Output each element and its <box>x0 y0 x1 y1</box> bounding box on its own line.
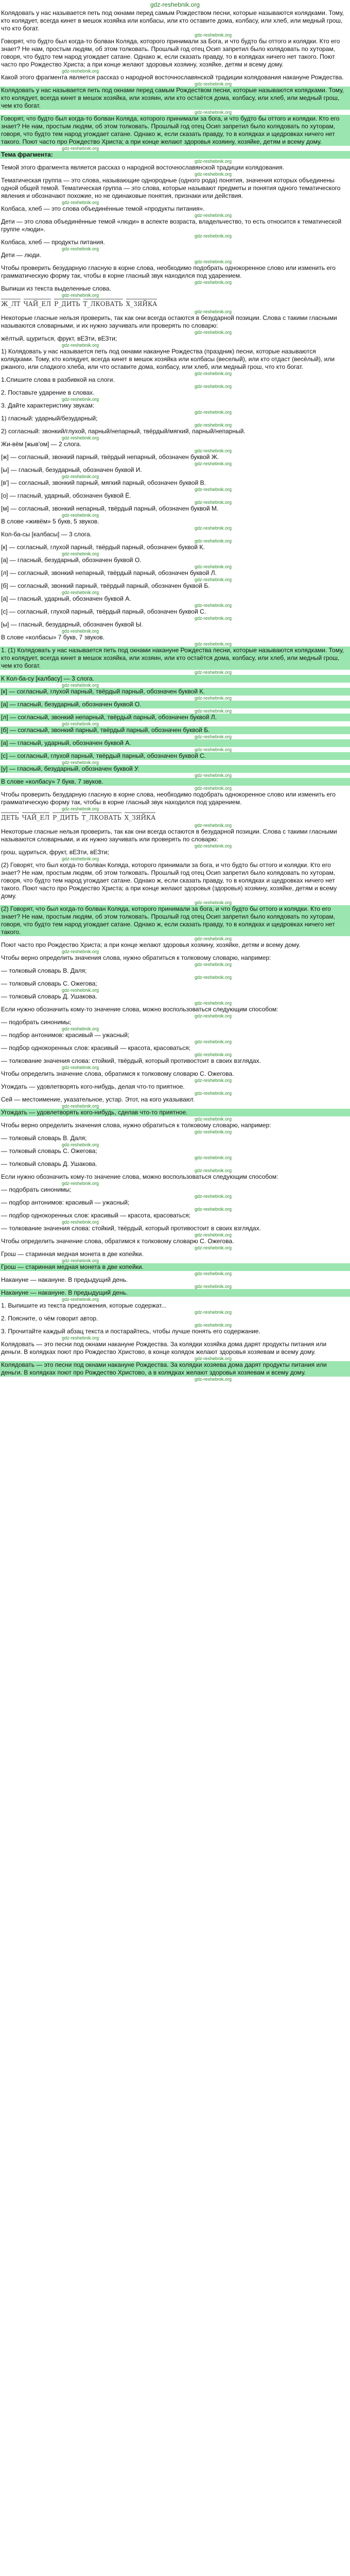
text-paragraph: [у] — гласный, безударный, обозначен буквой У. <box>0 765 350 773</box>
text-paragraph: — подбор антонимов: красивый — ужасный; <box>1 1199 130 1206</box>
watermark-link[interactable]: gdz-reshebnik.org <box>62 629 99 634</box>
text-paragraph: 3. Прочитайте каждый абзац текста и постарайтесь, чтобы лучше понять его содержание. <box>1 1328 260 1335</box>
text-paragraph: — подобрать синонимы; <box>1 1019 72 1026</box>
text-paragraph: Колбаса, хлеб — это слова объединённые темой «продукты питания». <box>1 205 205 212</box>
text-paragraph: жёлтый, щуриться, фрукт, вЕЗти, вЕЗти; <box>1 335 117 342</box>
text-paragraph: Сей — местоимение, указательное, устар. Этот, на кого указывают. <box>1 1096 195 1103</box>
text-paragraph: — толковый словарь Д. Ушакова. <box>1 993 97 1000</box>
watermark-link[interactable]: gdz-reshebnik.org <box>194 936 232 941</box>
text-paragraph: В слове «живём» 5 букв, 5 звуков. <box>1 518 99 525</box>
text-paragraph: 2) согласный: звонкий/глухой, парный/непарный, твёрдый/мягкий, парный/непарный. <box>1 428 246 435</box>
watermark-link[interactable]: gdz-reshebnik.org <box>194 1001 232 1006</box>
watermark-link[interactable]: gdz-reshebnik.org <box>194 1271 232 1276</box>
watermark-link[interactable]: gdz-reshebnik.org <box>194 487 232 492</box>
word-scheme-figure <box>0 298 350 309</box>
watermark-link[interactable]: gdz-reshebnik.org <box>194 1323 232 1328</box>
watermark-link[interactable]: gdz-reshebnik.org <box>62 397 99 402</box>
text-paragraph: Если нужно обозначить кому-то значение слова, можно воспользоваться следующим способом: <box>1 1173 278 1180</box>
text-paragraph: — подбор однокоренных слов: красивый — красота, красоваться; <box>1 1044 191 1052</box>
text-paragraph: Грош — старинная медная монета в две копейки. <box>1 1250 144 1258</box>
watermark-link[interactable]: gdz-reshebnik.org <box>194 110 232 115</box>
text-paragraph: Угождать — удовлетворять кого-нибудь, делая что-то приятное. <box>1 1083 185 1090</box>
watermark-link[interactable]: gdz-reshebnik.org <box>194 172 232 177</box>
watermark-link[interactable]: gdz-reshebnik.org <box>62 1297 99 1302</box>
watermark-link[interactable]: gdz-reshebnik.org <box>62 1065 99 1070</box>
watermark-link[interactable]: gdz-reshebnik.org <box>62 856 99 861</box>
watermark-link[interactable]: gdz-reshebnik.org <box>194 786 232 791</box>
text-paragraph: [ж] — согласный, звонкий парный, твёрдый непарный, обозначен буквой Ж. <box>1 453 219 461</box>
watermark-link[interactable]: gdz-reshebnik.org <box>62 246 99 251</box>
watermark-link[interactable]: gdz-reshebnik.org <box>194 962 232 967</box>
text-paragraph: Чтобы верно определить значения слова, нужно обратиться к толковому словарю, например: <box>1 1122 271 1129</box>
text-paragraph: Грош — старинная медная монета в две копейки. <box>0 1263 350 1271</box>
watermark-link[interactable]: gdz-reshebnik.org <box>194 1356 232 1361</box>
text-paragraph: — толкование значения слова: стойкий, твёрдый, который противостоит в своих взглядах. <box>1 1225 261 1232</box>
watermark-link[interactable]: gdz-reshebnik.org <box>194 448 232 453</box>
text-paragraph: К Кол-ба-су [калбасу] — 3 слога. <box>0 675 350 683</box>
watermark-link[interactable]: gdz-reshebnik.org <box>194 900 232 905</box>
watermark-link[interactable]: gdz-reshebnik.org <box>62 513 99 518</box>
watermark-link[interactable]: gdz-reshebnik.org <box>194 696 232 701</box>
watermark-link[interactable]: gdz-reshebnik.org <box>194 384 232 389</box>
text-paragraph: Некоторые гласные нельзя проверить, так как они всегда остаются в безударной позиции. Слова с такими гласными называются словарными, и их нужно заучивать или проверять по словарю: <box>1 314 337 329</box>
text-paragraph: 2. Поставьте ударение в словах. <box>1 389 95 396</box>
watermark-link[interactable]: gdz-reshebnik.org <box>62 988 99 993</box>
text-paragraph: Накануне — накануне. В предыдущий день. <box>0 1289 350 1297</box>
watermark-link[interactable]: gdz-reshebnik.org <box>62 474 99 479</box>
text-paragraph: [л] — согласный, звонкий непарный, твёрдый парный, обозначен буквой Л. <box>1 569 217 577</box>
watermark-link[interactable]: gdz-reshebnik.org <box>194 213 232 218</box>
watermark-link[interactable]: gdz-reshebnik.org <box>62 343 99 348</box>
watermark-link[interactable]: gdz-reshebnik.org <box>194 461 232 466</box>
text-paragraph: 1) гласный: ударный/безударный; <box>1 415 98 422</box>
text-paragraph: Колядовать у нас называется петь под окнами перед самым Рождеством песни, которые называются колядками. Тому, кто колядует, всегда кинет в мешок хозяйка или колбасы, или кто оставите дома, колбасу, или хлеб, или медный грош, что кто богат. <box>1 9 344 32</box>
watermark-link[interactable]: gdz-reshebnik.org <box>62 1104 99 1109</box>
text-paragraph: Угождать — удовлетворять кого-нибудь, сделав что-то приятное. <box>0 1109 350 1116</box>
watermark-link[interactable]: gdz-reshebnik.org <box>194 410 232 415</box>
text-paragraph: [б] — согласный, звонкий парный, твёрдый парный, обозначен буквой Б. <box>1 582 210 589</box>
text-paragraph: Говорят, что будто был когда-то болван Коляда, которого принимали за бога, и что будто бы оттого и колядки. Кто его знает? Не нам, простым людям, об этом толковать. Прошлый год отец Осип запретил было колядовать по хуторам, говоря, что будто тем народ угождает сатане. Однако ж, если сказать правду, то в колядках и щедровках ничего нет такого. Поют часто про Рождество Христа; а при конце желают здоровья хозяину, хозяйке, детям и всему дому. <box>0 115 350 146</box>
text-paragraph: [а] — гласный, безударный, обозначен буквой О. <box>1 556 142 564</box>
watermark-link[interactable]: gdz-reshebnik.org <box>194 1078 232 1083</box>
text-paragraph: [к] — согласный, глухой парный, твёрдый парный, обозначен буквой К. <box>0 688 350 696</box>
text-paragraph: (2) Говорят, что был когда-то болван Коляда, которого принимали за бога, и что будто бы оттого и колядки. Кто его знает? Не нам, простым людям, об этом толковать. Прошлый год отец Осип запретил было колядовать по хуторам, говоря, что будто тем народ угождает сатане. Однако ж, если сказать правду, то в колядках и щедровках ничего нет такого. <box>0 905 350 936</box>
watermark-link[interactable]: gdz-reshebnik.org <box>194 975 232 980</box>
scheme-word: Р_ДИТЬ <box>54 299 80 308</box>
watermark-link[interactable]: gdz-reshebnik.org <box>194 670 232 675</box>
watermark-link[interactable]: gdz-reshebnik.org <box>62 293 99 298</box>
watermark-link[interactable]: gdz-reshebnik.org <box>62 1142 99 1147</box>
watermark-link[interactable]: gdz-reshebnik.org <box>194 1039 232 1044</box>
scheme-word: Х_ЗЯЙКА <box>125 812 156 822</box>
scheme-word: Р_ДИТЬ <box>52 812 78 822</box>
scheme-word: Ж_ЛТ <box>1 299 21 308</box>
text-paragraph: Колбаса, хлеб — продукты питания. <box>1 239 105 246</box>
text-paragraph: Если нужно обозначить кому-то значение слова, можно воспользоваться следующим способом: <box>1 1006 278 1013</box>
watermark-link[interactable]: gdz-reshebnik.org <box>62 1181 99 1186</box>
watermark-link[interactable]: gdz-reshebnik.org <box>62 590 99 595</box>
watermark-link[interactable]: gdz-reshebnik.org <box>194 823 232 828</box>
scheme-word: ЧАЙ_ЕЛ <box>24 299 51 308</box>
watermark-link[interactable]: gdz-reshebnik.org <box>194 603 232 608</box>
text-paragraph: Колядовать — это песни под окнами накануне Рождества. За колядки хозяева дома дарят продукты питания или деньги. В колядках поют про Рождество Христово, а в колядках желают здоровья хозяевам и всему дому. <box>0 1361 350 1377</box>
watermark-link[interactable]: gdz-reshebnik.org <box>194 259 232 264</box>
text-paragraph: Темой этого фрагмента является рассказ о народной восточнославянской традиции колядования. <box>1 164 284 171</box>
watermark-link[interactable]: gdz-reshebnik.org <box>194 1155 232 1160</box>
watermark-link[interactable]: gdz-reshebnik.org <box>194 577 232 582</box>
scheme-word: Х_ЗЯЙКА <box>126 299 157 308</box>
watermark-link[interactable]: gdz-reshebnik.org <box>194 843 232 849</box>
text-paragraph: — подобрать синонимы; <box>1 1186 72 1193</box>
text-paragraph: — толковый словарь В. Даля; <box>1 967 87 974</box>
text-paragraph: — толковый словарь Д. Ушакова. <box>1 1160 97 1167</box>
text-paragraph: (2) Говорят, что был когда-то болван Коляда, которого принимали за бога, и что будто бы оттого и колядки. Кто его знает? Не нам, простым людям, об этом толковать. Прошлый год отец Осип запретил было колядовать по хуторам, говоря, что будто тем народ угождает сатане. Однако ж, если сказать правду, то в колядках и щедровках ничего нет такого. Поют часто про Рождество Христа; а при конце желают здоровья (здоровья) хозяину, хозяйке, детям и всему дому. <box>1 861 337 900</box>
text-paragraph: [в'] — согласный, звонкий парный, мягкий парный, обозначен буквой В. <box>1 479 206 486</box>
text-paragraph: 1. (1) Колядовать у нас называется петь под окнами накануне Рождества песни, которые называются колядками. Тому, кто колядует, всегда кинет в мешок хозяйка, или хозяин, или кто остаётся дома, колбасу, или хлеб, или медный грош, чем кто богат. <box>0 647 350 670</box>
text-paragraph: Выпиши из текста выделенные слова. <box>1 285 111 292</box>
watermark-link[interactable]: gdz-reshebnik.org <box>194 1052 232 1057</box>
text-paragraph: [ы] — гласный, безударный, обозначен буквой И. <box>1 466 142 473</box>
content <box>0 9 350 1382</box>
watermark-link[interactable]: gdz-reshebnik.org <box>194 1116 232 1122</box>
watermark-link[interactable]: gdz-reshebnik.org <box>62 435 99 440</box>
text-paragraph: Поют часто про Рождество Христа; а при конце желают здоровья хозяину, хозяйке, детям и всему дому. <box>1 941 301 948</box>
watermark-link[interactable]: gdz-reshebnik.org <box>194 1091 232 1096</box>
word-scheme-figure <box>0 811 350 823</box>
text-paragraph: Кол-ба-сы [калбасы] — 3 слога. <box>1 531 92 538</box>
text-paragraph: Жи-вём [жыв'ом] — 2 слога. <box>1 440 81 448</box>
watermark-link[interactable]: gdz-reshebnik.org <box>62 949 99 954</box>
watermark-link[interactable]: gdz-reshebnik.org <box>194 616 232 621</box>
text-paragraph: [л] — согласный, звонкий непарный, твёрдый парный, обозначен буквой Л. <box>0 714 350 721</box>
watermark-link[interactable]: gdz-reshebnik.org <box>194 1310 232 1315</box>
text-paragraph: [а] — гласный, ударный, обозначен буквой А. <box>0 739 350 747</box>
text-paragraph: Чтобы определить значение слова, обратимся к толковому словарю С. Ожегова. <box>1 1070 234 1077</box>
text-paragraph: — толковый словарь В. Даля; <box>1 1134 87 1142</box>
text-paragraph: — толковый словарь С. Ожегова; <box>1 1147 97 1155</box>
text-paragraph: [о] — гласный, ударный, обозначен буквой Ё. <box>1 492 131 499</box>
watermark-link[interactable]: gdz-reshebnik.org <box>194 1245 232 1250</box>
watermark-link[interactable]: gdz-reshebnik.org <box>194 1207 232 1212</box>
text-paragraph: Дети — люди. <box>1 251 42 259</box>
text-paragraph: Чтобы проверить безударную гласную в корне слова, необходимо подобрать однокоренное слово или изменить его грамматическую форму так, чтобы в корне гласный звук находился под ударением. <box>1 791 336 806</box>
text-paragraph: В слове «колбасу» 7 букв, 7 звуков. <box>0 778 350 786</box>
watermark-link[interactable]: gdz-reshebnik.org <box>194 81 232 87</box>
watermark-link[interactable]: gdz-reshebnik.org <box>194 330 232 335</box>
text-paragraph: — толковый словарь С. Ожегова; <box>1 980 97 987</box>
watermark-link[interactable]: gdz-reshebnik.org <box>194 280 232 285</box>
text-paragraph: Колядовать у нас называется петь под окнами перед самым Рождеством песни, которые называются колядками. Тому, кто колядует, всегда кинет в мешок хозяйка, или хозяин, или кто остаётся дома, колбасу, или хлеб, или медный грош, чем кто богат. <box>0 87 350 110</box>
text-paragraph: Накануне — накануне. В предыдущий день. <box>1 1276 128 1283</box>
watermark-link[interactable]: gdz-reshebnik.org <box>62 1335 99 1341</box>
text-paragraph: — толкование значения слова: стойкий, твёрдый, который противостоит в своих взглядах. <box>1 1057 261 1064</box>
text-paragraph: Чтобы верно определить значения слова, нужно обратиться к толковому словарю, например: <box>1 954 271 961</box>
watermark-link[interactable]: gdz-reshebnik.org <box>194 747 232 752</box>
watermark-link[interactable]: gdz-reshebnik.org <box>62 1258 99 1263</box>
text-paragraph: [ы] — гласный, безударный, обозначен буквой Ы. <box>1 621 143 628</box>
watermark-link[interactable]: gdz-reshebnik.org <box>194 564 232 569</box>
text-paragraph: Какой этого фрагмента является рассказ о народной восточнославянской традиции колядования накануне Рождества. <box>1 74 344 81</box>
text-paragraph: 1) Колядовать у нас называется петь под окнами накануне Рождества (праздник) песни, которые называются колядками. Тому, кто колядует, всегда кинет в мешок хозяйка или колбасы (веселый), или кто отдаст (весёлый), или ржаного, или сладкого хлеба, или что оставите дома, колбасу, или хлеб, или медный грош, что кто богат. <box>1 348 335 370</box>
watermark-link[interactable]: gdz-reshebnik.org <box>194 233 232 239</box>
watermark-link[interactable]: gdz-reshebnik.org <box>62 721 99 726</box>
text-paragraph: Колядовать — это песни под окнами накануне Рождества. За колядки хозяйка дома дарят продукты питания или деньги. В колядках поют про Рождество Христово, в конце колядок желают здоровья хозяевам и всему дому. <box>1 1341 327 1355</box>
watermark-link[interactable]: gdz-reshebnik.org <box>194 538 232 544</box>
watermark-link[interactable]: gdz-reshebnik.org <box>194 1377 232 1382</box>
watermark-link[interactable]: gdz-reshebnik.org <box>194 526 232 531</box>
text-paragraph: Дети — это слова объединённые темой «люди» в аспекте возраста, владельчество, то есть относится к тематической группе «люди». <box>1 218 342 233</box>
watermark-link[interactable]: gdz-reshebnik.org <box>62 551 99 556</box>
watermark-link[interactable]: gdz-reshebnik.org <box>62 146 99 151</box>
watermark-link[interactable]: gdz-reshebnik.org <box>62 1219 99 1225</box>
text-paragraph: Некоторые гласные нельзя проверить, так как они всегда остаются в безударной позиции. Слова с такими гласными называются словарными, и их нужно заучивать или проверять по словарю: <box>1 828 337 843</box>
text-paragraph: Говорят, что будто был когда-то болван Коляда, которого принимали за Бога, и что будто бы оттого и колядки. Кто его знает? Не нам, простым людям, об этом толковать. Прошлый год отец Осип запретил было колядовать по хуторам, говоря, что будто тем народ угождает сатане. Однако ж, если сказать правду, то в колядках ничего нет такого. Поют часто про Рождество Христа; а при конце желают здоровья хозяину, хозяйке, детям и всему дому. <box>1 38 340 68</box>
text-paragraph: Чтобы определить значение слова, обратимся к толковому словарю С. Ожегова. <box>1 1238 234 1245</box>
text-paragraph: 2. Поясните, о чём говорит автор. <box>1 1315 98 1322</box>
scheme-word: ДЕТЬ <box>1 812 19 822</box>
text-paragraph: грош, щуриться, фрукт, вЕЗти, вЕЗти; <box>1 849 109 856</box>
watermark-link[interactable]: gdz-reshebnik.org <box>62 683 99 688</box>
text-paragraph: [с] — согласный, глухой парный, твёрдый парный, обозначен буквой С. <box>0 752 350 760</box>
text-paragraph: Чтобы проверить безударную гласную в корне слова, необходимо подобрать однокоренное слово или изменить его грамматическую форму так, чтобы в корне гласный звук находился под ударением. <box>1 264 336 279</box>
watermark-link[interactable]: gdz-reshebnik.org <box>194 708 232 714</box>
watermark-link[interactable]: gdz-reshebnik.org <box>62 200 99 205</box>
text-paragraph: 1.Спишите слова в разбивкой на слоги. <box>1 376 115 383</box>
text-paragraph: [б] — согласный, звонкий парный, твёрдый парный, обозначен буквой Б. <box>0 726 350 734</box>
watermark-link[interactable]: gdz-reshebnik.org <box>62 760 99 765</box>
scheme-word: Т_ЛКОВАТЬ <box>83 299 123 308</box>
watermark-link[interactable]: gdz-reshebnik.org <box>194 1168 232 1173</box>
text-paragraph: 3. Дайте характеристику звукам: <box>1 402 95 409</box>
scheme-word: Т_ЛКОВАТЬ <box>82 812 121 822</box>
watermark-link[interactable]: gdz-reshebnik.org <box>62 806 99 811</box>
watermark-link[interactable]: gdz-reshebnik.org <box>194 371 232 376</box>
text-paragraph: — подбор однокоренных слов: красивый — красота, красоваться; <box>1 1212 191 1219</box>
text-paragraph: — подбор антонимов: красивый — ужасный; <box>1 1031 130 1039</box>
text-paragraph: [к] — согласный, глухой парный, твёрдый парный, обозначен буквой К. <box>1 544 205 551</box>
watermark-link[interactable]: gdz-reshebnik.org <box>194 1013 232 1019</box>
text-paragraph: [с] — согласный, глухой парный, твёрдый парный, обозначен буквой С. <box>1 608 206 615</box>
text-paragraph: В слове «колбасы» 7 букв, 7 звуков. <box>1 634 105 641</box>
text-paragraph: [а] — гласный, безударный, обозначен буквой О. <box>0 701 350 708</box>
watermark-link[interactable]: gdz-reshebnik.org <box>194 309 232 314</box>
watermark-link[interactable]: gdz-reshebnik.org <box>194 734 232 739</box>
watermark-link[interactable]: gdz-reshebnik.org <box>194 1129 232 1134</box>
watermark-link[interactable]: gdz-reshebnik.org <box>62 69 99 74</box>
scheme-word: ЧАЙ_ЕЛ <box>22 812 50 822</box>
watermark-link[interactable]: gdz-reshebnik.org <box>194 32 232 38</box>
watermark-link[interactable]: gdz-reshebnik.org <box>194 1284 232 1289</box>
text-paragraph: [м] — согласный, звонкий непарный, твёрдый парный, обозначен буквой М. <box>1 505 219 512</box>
watermark-link[interactable]: gdz-reshebnik.org <box>194 159 232 164</box>
site-header[interactable]: gdz-reshebnik.org <box>150 1 200 8</box>
section-heading: Тема фрагмента: <box>0 151 350 159</box>
text-paragraph: Тематическая группа — это слова, называющие однородные (одного рода) понятия, значения которых объединены одной общей темой. Тематическая группа — это слова, которые называют предметы и понятия одного тематического явления и обозначают похожие, но не одинаковые понятия, признаки или действия. <box>1 177 341 199</box>
watermark-link[interactable]: gdz-reshebnik.org <box>194 1232 232 1238</box>
watermark-link[interactable]: gdz-reshebnik.org <box>194 500 232 505</box>
watermark-link[interactable]: gdz-reshebnik.org <box>194 422 232 428</box>
watermark-link[interactable]: gdz-reshebnik.org <box>194 641 232 647</box>
text-paragraph: 1. Выпишите из текста предложения, которые содержат... <box>1 1302 167 1309</box>
watermark-link[interactable]: gdz-reshebnik.org <box>62 1026 99 1031</box>
watermark-link[interactable]: gdz-reshebnik.org <box>194 773 232 778</box>
text-paragraph: [а] — гласный, ударный, обозначен буквой А. <box>1 595 131 602</box>
watermark-link[interactable]: gdz-reshebnik.org <box>194 1194 232 1199</box>
